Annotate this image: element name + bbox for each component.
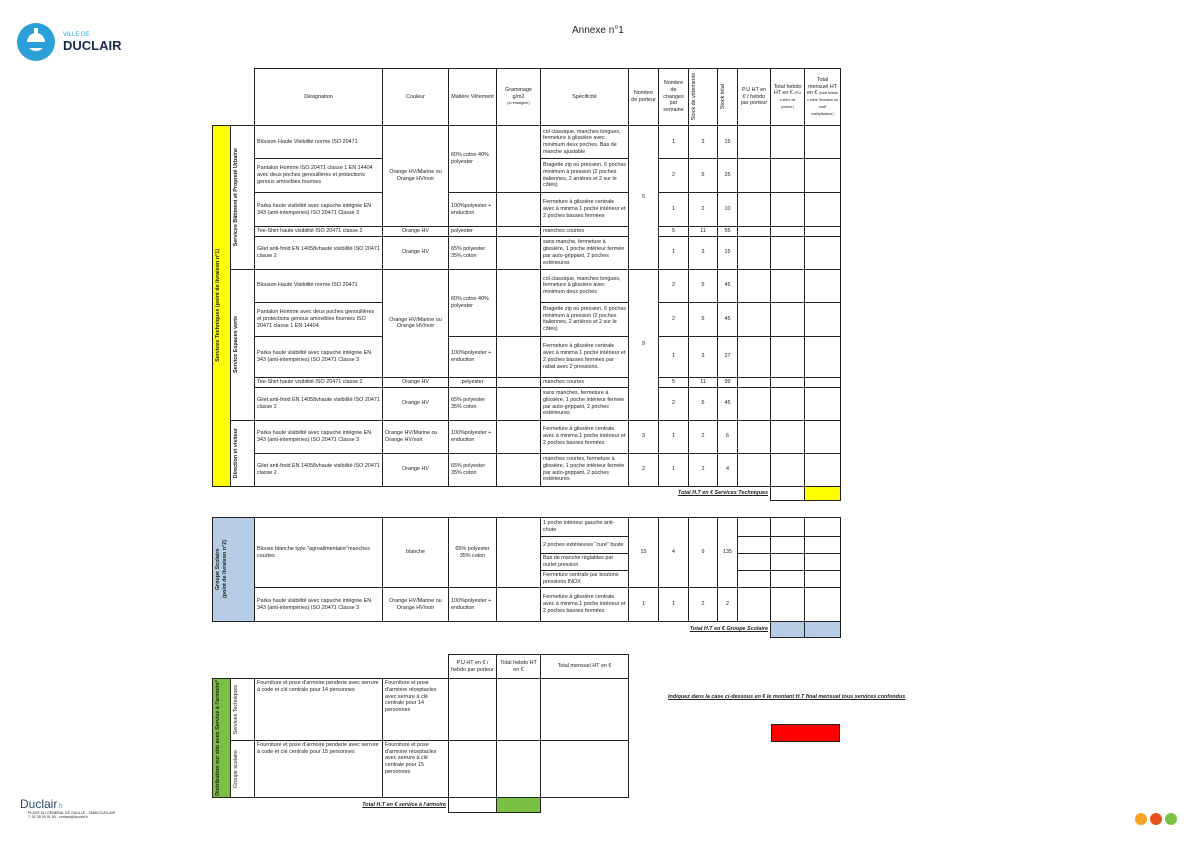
item-designation: Pantalon Homme ISO 20471 classe 1 EN 14404 avec deux poches genouillères et protections genoux amovibles fournies (255, 159, 383, 193)
header-total-mensuel: Total mensuel HT en € (total hebdo x stère Semaine ou coeff multiplicateur) (805, 69, 841, 126)
item-matiere: 100%polyester + enduction (449, 420, 497, 453)
item-designation: Blouson Haute Visibilité norme ISO 20471 (255, 126, 383, 159)
item-changes: 5 (659, 227, 689, 237)
footer-brand-suffix: .fr (57, 804, 63, 810)
item-matiere: 100%polyester + enduction (449, 193, 497, 227)
item-specificite: Bragette zip ou pression, 6 poches minimum à pression (2 poches italiennes, 2 arrières et 2 sur le côtés) (541, 159, 629, 193)
item-designation: Blouse blanche type "agroalimentaire"manches courtes (255, 518, 383, 588)
item-stock: 5 (689, 269, 718, 302)
armoire-table (212, 654, 629, 813)
item-designation: Blouson Haute Visibilité norme ISO 20471 (255, 269, 383, 302)
total-gs-hebdo[interactable] (771, 622, 805, 638)
item-stock: 5 (689, 159, 718, 193)
input-mensuel[interactable] (805, 159, 841, 193)
item-stock-total: 45 (718, 302, 738, 336)
input-pu[interactable] (738, 571, 771, 588)
item-changes: 2 (659, 387, 689, 420)
item-specificite: col classique, manches longues, fermeture à glissière avec minimum deux poches. Bas de manche ajustable (541, 126, 629, 159)
armoire-sub: Groupe scolaire (231, 740, 255, 797)
item-porteurs: 5 (629, 126, 659, 270)
armoire-header-mensuel: Total mensuel HT en € (541, 655, 629, 679)
header-total-hebdo: Total hebdo HT en € (P.U x stère de porteur) (771, 69, 805, 126)
item-changes: 1 (659, 193, 689, 227)
item-grammage[interactable] (497, 518, 541, 588)
total-st-hebdo[interactable] (771, 486, 805, 500)
item-grammage[interactable] (497, 420, 541, 453)
item-couleur: Orange HV (383, 387, 449, 420)
item-grammage[interactable] (497, 227, 541, 237)
item-specificite: Bragette zip ou pression, 6 poches minimum à pression (2 poches italiennes, 2 arrières et 2 sur le côtés) (541, 302, 629, 336)
input-mensuel[interactable] (805, 126, 841, 159)
item-grammage[interactable] (497, 588, 541, 622)
item-matiere: polyester (449, 377, 497, 387)
item-grammage[interactable] (497, 193, 541, 227)
input-pu[interactable] (738, 518, 771, 537)
item-changes: 1 (659, 126, 689, 159)
item-matiere: 100%polyester + enduction (449, 588, 497, 622)
armoire-item-a: Fourniture et pose d'armoire penderie avec serrure à code et clé centrale pour 15 personnes (255, 740, 383, 797)
input-pu[interactable] (449, 679, 497, 741)
footer-partner-logos (1134, 812, 1184, 826)
total-armoire-mensuel[interactable] (497, 797, 541, 812)
item-changes: 1 (659, 336, 689, 377)
input-pu[interactable] (738, 126, 771, 159)
input-mensuel[interactable] (805, 588, 841, 622)
item-grammage[interactable] (497, 126, 541, 193)
item-specificite: manches courtes, fermeture à glissière, 1 poche intérieur fermée par auto-grippant, 2 poches extérieures (541, 453, 629, 486)
input-hebdo[interactable] (771, 554, 805, 571)
header-stock-vetements: Stock de vêtements (689, 69, 718, 126)
item-changes: 4 (659, 518, 689, 588)
item-stock-total: 6 (718, 420, 738, 453)
input-mensuel[interactable] (805, 336, 841, 377)
item-grammage[interactable] (497, 336, 541, 377)
header-couleur: Couleur (383, 69, 449, 126)
duclair-logo-icon (16, 22, 56, 62)
header-specificite: Spécificité (541, 69, 629, 126)
item-specificite: col classique, manches longues, fermeture à glissière avec minimum deux poches (541, 269, 629, 302)
item-matiere: 60% coton 40% polyester (449, 269, 497, 336)
input-hebdo[interactable] (771, 193, 805, 227)
input-hebdo[interactable] (771, 537, 805, 554)
input-mensuel[interactable] (805, 554, 841, 571)
item-stock: 3 (689, 236, 718, 269)
item-stock: 2 (689, 420, 718, 453)
logo-top: VILLE DE (63, 32, 90, 38)
item-stock-total: 45 (718, 387, 738, 420)
input-mensuel[interactable] (805, 453, 841, 486)
item-specificite: Fermeture à glissière centrale avec à minima 1 poche intérieur et 2 poches basses fermées par rabat avec 2 pressions. (541, 336, 629, 377)
input-pu[interactable] (738, 302, 771, 336)
item-stock-total: 135 (718, 518, 738, 588)
input-hebdo[interactable] (771, 159, 805, 193)
item-specificite: manches courtes (541, 227, 629, 237)
input-hebdo[interactable] (771, 377, 805, 387)
groupe-scolaire-table (212, 517, 841, 638)
total-st-mensuel[interactable] (805, 486, 841, 500)
input-hebdo[interactable] (771, 588, 805, 622)
item-porteurs: 2 (629, 453, 659, 486)
item-couleur: Orange HV (383, 227, 449, 237)
header-pu: P.U HT en € / hebdo par porteur (738, 69, 771, 126)
input-mensuel[interactable] (805, 377, 841, 387)
item-stock-total: 10 (718, 193, 738, 227)
input-hebdo[interactable] (771, 336, 805, 377)
item-changes: 1 (659, 420, 689, 453)
input-mensuel[interactable] (805, 387, 841, 420)
logo-name: DUCLAIR (63, 38, 122, 53)
item-designation: Parka haute visibilité avec capuche intégrée EN 343 (anti-intempéries) ISO 20471 Classe 3 (255, 193, 383, 227)
item-stock: 2 (689, 453, 718, 486)
input-hebdo[interactable] (771, 420, 805, 453)
item-grammage[interactable] (497, 236, 541, 269)
item-grammage[interactable] (497, 377, 541, 387)
item-designation: Tee-Shirt haute visibilité ISO 20471 classe 2 (255, 227, 383, 237)
group-armoire: Distribution sur site avec Service à l'armoire* (213, 679, 231, 798)
total-gs-label: Total H.T en € Groupe Scolaire (689, 626, 768, 633)
item-designation: Gilet anti-froid EN 14058vhaute visibilité ISO 20471 classe 2 (255, 236, 383, 269)
group-groupe-scolaire: Groupe Scolaire (point de livraison n°2) (213, 518, 255, 622)
item-specificite: Fermeture à glissière centrale avec à minima 1 poche intérieur et 2 poches basses fermées (541, 193, 629, 227)
annex-title: Annexe n°1 (572, 25, 624, 36)
final-note: Indiquez dans la case ci-dessous en € le montant H.T final mensuel tous services confondus (668, 694, 906, 700)
group-services-techniques: Services Techniques (point de livraison n°1) (213, 126, 231, 487)
input-mensuel[interactable] (541, 679, 629, 741)
input-mensuel[interactable] (805, 571, 841, 588)
header-grammage: Grammage g/m2 (à renseigner) (497, 69, 541, 126)
input-pu[interactable] (738, 236, 771, 269)
item-matiere: 60% coton 40% polyester (449, 126, 497, 193)
item-changes: 1 (659, 236, 689, 269)
item-stock: 11 (689, 227, 718, 237)
item-stock: 2 (689, 588, 718, 622)
item-couleur: Orange HV/Marine ou Orange HV/noir (383, 269, 449, 377)
item-changes: 2 (659, 269, 689, 302)
armoire-item-b: Fourniture et pose d'armoire réceptacles avec serrure à clé centrale pour 14 personnes (383, 679, 449, 741)
input-pu[interactable] (738, 227, 771, 237)
input-pu[interactable] (738, 159, 771, 193)
input-pu[interactable] (738, 387, 771, 420)
armoire-item-a: Fourniture et pose d'armoire penderie avec serrure à code et clé centrale pour 14 personnes (255, 679, 383, 741)
item-specificite: 2 poches extérieures "curé" buste (541, 537, 629, 554)
item-stock: 5 (689, 387, 718, 420)
item-changes: 2 (659, 302, 689, 336)
input-hebdo[interactable] (771, 387, 805, 420)
input-pu[interactable] (738, 269, 771, 302)
item-specificite: Fermeture centrale par boutons pressions INOX (541, 571, 629, 588)
item-specificite: sans manche, fermeture à glissière, 1 poche intérieur fermée par auto-grippant, 2 poches extérieures (541, 236, 629, 269)
item-porteurs: 3 (629, 420, 659, 453)
item-couleur: Orange HV (383, 236, 449, 269)
input-hebdo[interactable] (771, 453, 805, 486)
partner-logos-icon (1134, 812, 1184, 826)
item-designation: Parka haute visibilité avec capuche intégrée EN 343 (anti-intempéries) ISO 20471 Classe 3 (255, 336, 383, 377)
input-pu[interactable] (738, 193, 771, 227)
sub-direction: Direction et visiteur (231, 420, 255, 486)
input-hebdo[interactable] (771, 571, 805, 588)
item-matiere: polyester (449, 227, 497, 237)
footer-brand: Duclair (20, 797, 58, 811)
input-mensuel[interactable] (805, 227, 841, 237)
input-mensuel[interactable] (541, 740, 629, 797)
input-hebdo[interactable] (771, 227, 805, 237)
item-specificite: 1 poche intérieur gauche anti-chute (541, 518, 629, 537)
item-matiere: 65% polyester 35% coton (449, 453, 497, 486)
item-couleur: Orange HV/Marine ou Orange HV/noir (383, 588, 449, 622)
item-specificite: sans manches, fermeture à glissière, 1 poche intérieur fermée par auto-grippant, 2 poches extérieures (541, 387, 629, 420)
input-pu[interactable] (738, 588, 771, 622)
item-stock-total: 15 (718, 126, 738, 159)
input-mensuel[interactable] (805, 518, 841, 537)
item-couleur: blanche (383, 518, 449, 588)
input-hebdo[interactable] (771, 269, 805, 302)
item-porteurs: 9 (629, 269, 659, 420)
item-stock-total: 25 (718, 159, 738, 193)
footer-address: PLACE DU GENERAL DE GAULLE - 76480 DUCLAIR (28, 811, 116, 815)
item-specificite: manches courtes (541, 377, 629, 387)
sub-espaces-verts: Service Espaces verts (231, 269, 255, 420)
input-mensuel[interactable] (805, 236, 841, 269)
services-techniques-table (212, 68, 841, 501)
item-stock-total: 15 (718, 236, 738, 269)
item-stock-total: 4 (718, 453, 738, 486)
item-specificite: Fermeture à glissière centrale avec à minima 1 poche intérieur et 2 poches basses fermées (541, 420, 629, 453)
input-pu[interactable] (738, 453, 771, 486)
armoire-header-hebdo: Total hebdo HT en € (497, 655, 541, 679)
total-armoire-hebdo[interactable] (449, 797, 497, 812)
input-hebdo[interactable] (771, 518, 805, 537)
footer (20, 797, 170, 819)
final-total-box[interactable] (771, 724, 840, 742)
item-stock: 9 (689, 518, 718, 588)
input-mensuel[interactable] (805, 193, 841, 227)
item-stock: 5 (689, 302, 718, 336)
item-stock: 3 (689, 336, 718, 377)
item-designation: Tee-Shirt haute visibilité ISO 20471 classe 2 (255, 377, 383, 387)
input-mensuel[interactable] (805, 269, 841, 302)
item-changes: 1 (659, 453, 689, 486)
footer-contact: T. 02 35 05 91 50 - contact@duclair.fr (28, 815, 88, 819)
item-stock: 11 (689, 377, 718, 387)
item-specificite: Fermeture à glissière centrale avec à minima 1 poche intérieur et 2 poches basses fermées (541, 588, 629, 622)
input-hebdo[interactable] (771, 236, 805, 269)
item-designation: Pantalon Homme avec deux poches genouillères et protections genoux amovibles fournies ISO 20471 classe 1 EN 14404 (255, 302, 383, 336)
item-stock-total: 45 (718, 269, 738, 302)
item-stock-total: 27 (718, 336, 738, 377)
input-pu[interactable] (738, 336, 771, 377)
item-grammage[interactable] (497, 269, 541, 336)
item-matiere: 65% polyester 35% coton (449, 387, 497, 420)
item-changes: 2 (659, 159, 689, 193)
item-designation: Gilet anti-froid EN 14058vhaute visibilité ISO 20471 classe 2 (255, 453, 383, 486)
item-changes: 1 (659, 588, 689, 622)
header-stock-total: Stock total (718, 69, 738, 126)
item-couleur: Orange HV (383, 453, 449, 486)
header-changes: Nombre de changes par semaine (659, 69, 689, 126)
sub-batiment: Services Bâtiment et Propreté Urbaine (231, 126, 255, 270)
input-pu[interactable] (738, 377, 771, 387)
input-pu[interactable] (738, 554, 771, 571)
item-couleur: Orange HV/Marine ou Orange HV/noir (383, 126, 449, 227)
item-couleur: Orange HV/Marine ou Orange HV/noir (383, 420, 449, 453)
header-porteurs: Nombre de porteur (629, 69, 659, 126)
item-matiere: 100%polyester + enduction (449, 336, 497, 377)
item-porteurs: 15 (629, 518, 659, 588)
item-porteurs: 1 (629, 588, 659, 622)
input-hebdo[interactable] (771, 302, 805, 336)
input-pu[interactable] (738, 537, 771, 554)
input-pu[interactable] (738, 420, 771, 453)
item-stock-total: 99 (718, 377, 738, 387)
input-pu[interactable] (449, 740, 497, 797)
city-logo (16, 22, 156, 62)
input-mensuel[interactable] (805, 420, 841, 453)
item-stock-total: 55 (718, 227, 738, 237)
item-designation: Gilet anti-froid EN 14058vhaute visibilité ISO 20471 classe 2 (255, 387, 383, 420)
item-matiere: 65% polyester 35% coton (449, 518, 497, 588)
item-grammage[interactable] (497, 453, 541, 486)
item-designation: Parka haute visibilité avec capuche intégrée EN 343 (anti-intempéries) ISO 20471 Classe 3 (255, 420, 383, 453)
armoire-item-b: Fourniture et pose d'armoire réceptacles avec serrure à clé centrale pour 15 personnes (383, 740, 449, 797)
header-matiere: Matière Vêtement (449, 69, 497, 126)
item-stock: 2 (689, 193, 718, 227)
input-hebdo[interactable] (771, 126, 805, 159)
item-specificite: Bas de manche réglables par ourlet pression (541, 554, 629, 571)
input-hebdo[interactable] (497, 679, 541, 741)
item-grammage[interactable] (497, 387, 541, 420)
armoire-header-pu: P.U HT en € / hebdo par porteur (449, 655, 497, 679)
item-matiere: 65% polyester 35% coton (449, 236, 497, 269)
input-hebdo[interactable] (497, 740, 541, 797)
total-st-label: Total H.T en € Services Techniques (677, 489, 768, 496)
input-mensuel[interactable] (805, 537, 841, 554)
item-stock: 3 (689, 126, 718, 159)
total-armoire-label: Total H.T en € service à l'armoire (362, 801, 446, 808)
input-mensuel[interactable] (805, 302, 841, 336)
item-changes: 5 (659, 377, 689, 387)
total-gs-mensuel[interactable] (805, 622, 841, 638)
armoire-sub: Services Techniques (231, 679, 255, 741)
item-couleur: Orange HV (383, 377, 449, 387)
item-stock-total: 2 (718, 588, 738, 622)
header-designation: Désignation (255, 69, 383, 126)
item-designation: Parka haute visibilité avec capuche intégrée EN 343 (anti-intempéries) ISO 20471 Classe 3 (255, 588, 383, 622)
